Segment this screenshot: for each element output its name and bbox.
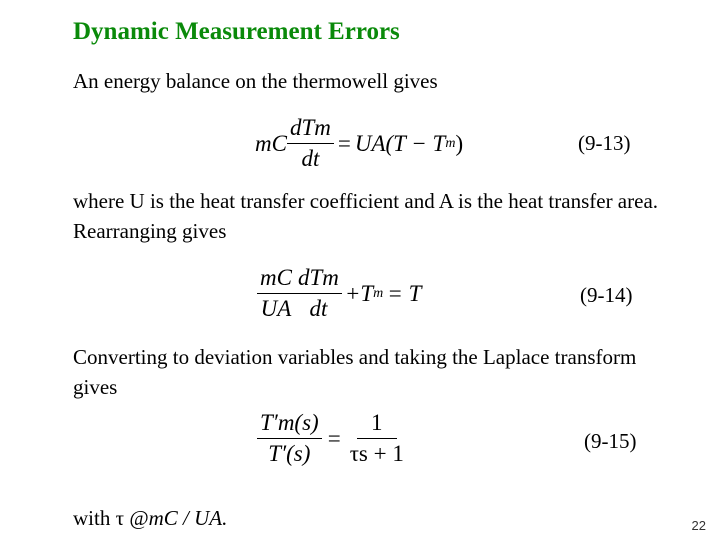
eq3-rhs-num: 1 xyxy=(357,410,397,439)
equation-9-14 xyxy=(257,265,421,322)
eq1-derivative-num: dTm xyxy=(287,115,334,144)
eq2-plus-term: +T xyxy=(344,280,374,306)
page-number: 22 xyxy=(691,518,706,533)
eq3-lhs-den: T′(s) xyxy=(268,441,311,466)
eq2-plus-sub: m xyxy=(373,285,384,301)
eq3-lhs-num: T′m(s) xyxy=(257,410,322,439)
eq1-equals: = xyxy=(337,130,351,156)
eq2-frac1-den: UA xyxy=(260,296,292,321)
eq2-frac1 xyxy=(257,265,295,322)
equation-9-13 xyxy=(255,115,463,172)
eq1-lhs-prefix: mC xyxy=(255,130,287,156)
eq1-derivative-den: dt xyxy=(301,146,320,171)
eq2-rhs: = T xyxy=(387,280,422,306)
equation-number-9-14: (9-14) xyxy=(580,283,633,307)
intro-text: An energy balance on the thermowell gives xyxy=(73,69,438,93)
eq1-rhs-sub: m xyxy=(445,135,456,151)
eq1-derivative xyxy=(287,115,334,172)
eq3-rhs xyxy=(347,410,407,467)
time-constant-expression: @mC / UA. xyxy=(129,506,228,530)
equation-number-9-15: (9-15) xyxy=(584,429,637,453)
paragraph-laplace: Converting to deviation variables and taking the Laplace transform gives xyxy=(73,345,637,399)
eq2-frac1-num: mC xyxy=(257,265,295,294)
time-constant-definition xyxy=(73,503,227,533)
eq2-frac2 xyxy=(295,265,342,322)
equation-9-15 xyxy=(257,410,407,467)
eq1-rhs-close: ) xyxy=(455,130,464,156)
slide-title: Dynamic Measurement Errors xyxy=(73,18,400,45)
equation-number-9-13: (9-13) xyxy=(578,131,631,155)
eq2-frac2-num: dTm xyxy=(295,265,342,294)
eq2-frac2-den: dt xyxy=(309,296,328,321)
eq3-rhs-den: τs + 1 xyxy=(349,441,404,466)
eq1-rhs: UA(T − T xyxy=(354,130,446,156)
with-text: with τ xyxy=(73,506,125,530)
eq3-lhs xyxy=(257,410,322,467)
eq3-equals: = xyxy=(327,425,341,451)
paragraph-heat-transfer: where U is the heat transfer coefficient and A is the heat transfer area. Rearranging gives xyxy=(73,189,659,243)
